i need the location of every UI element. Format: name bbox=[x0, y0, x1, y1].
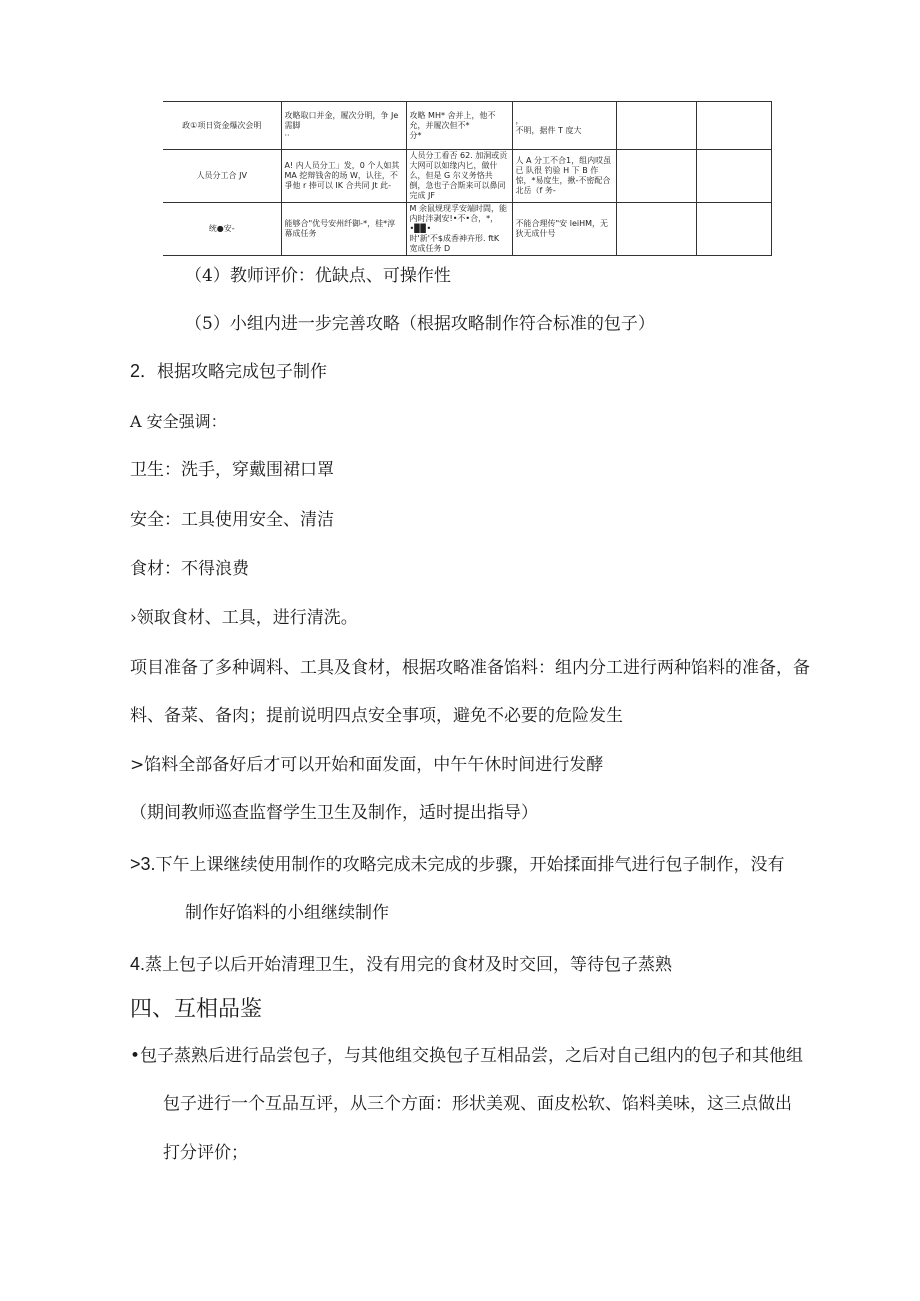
table-cell: 人员分工看否 62. 加洞或贡大网可以如缘内匕，做什么，但是 G 尔义务恪共倒，急也子合斯来可以鼻同完成 JF bbox=[406, 150, 512, 203]
table-cell-label: 政①项日资金爆次会明 bbox=[163, 102, 281, 150]
step-number: >3. bbox=[130, 854, 156, 874]
table-cell: 人 A 分工不合1，组内哎虽已 队很 钓验 H 下 B 作惊，*易度生，揪-不密配合北岳（f 务- bbox=[512, 150, 616, 203]
table-cell bbox=[616, 102, 696, 150]
table-cell: A! 内人员分工」发，0 个人如其 MA 挖辩钱舍的场 W，认往，不爭他 r 捧可以 IK 合共同 Jt 此- bbox=[281, 150, 406, 203]
table-cell bbox=[696, 150, 771, 203]
step-text: ．根据攻略完成包子制作 bbox=[140, 362, 328, 382]
step-number: 4. bbox=[130, 954, 146, 974]
step-text: 下午上课继续使用制作的攻略完成未完成的步骤，开始揉面排气进行包子制作，没有 bbox=[155, 855, 785, 875]
step-3-line bbox=[130, 853, 785, 876]
tasting-paragraph-2: 包子进行一个互品互评，从三个方面：形状美观、面皮松软、馅料美味，这三点做出 bbox=[163, 1094, 792, 1114]
preparation-paragraph-1: 项目准备了多种调料、工具及食材，根据攻略准备馅料：组内分工进行两种馅料的准备，备 bbox=[130, 658, 810, 678]
safety-emphasis-title: A 安全强调： bbox=[130, 412, 227, 431]
safety-line: 安全：工具使用安全、清洁 bbox=[130, 510, 334, 530]
table-row bbox=[163, 203, 771, 256]
step-3-continuation: 制作好馅料的小组继续制作 bbox=[185, 903, 389, 923]
table-row bbox=[163, 150, 771, 203]
teacher-supervision-line: （期间教师巡查监督学生卫生及制作，适时提出指导） bbox=[130, 803, 538, 823]
table-cell: 能够合"优号安州纤御-*，桂*淳幕成任务 bbox=[281, 203, 406, 256]
step-4-line bbox=[130, 953, 672, 976]
evaluation-table bbox=[163, 101, 772, 256]
table-cell-label: 人员分工合 JV bbox=[163, 150, 281, 203]
table-cell: 攻略取口并金，履次分明，争 Je 需脚 ·· bbox=[281, 102, 406, 150]
table-cell: M 余鼠规现孚安端时間，能内时泮剥安!•不•合，*，•▉▉• 时'新'不$成香神卉形. ftK 宽成任务 D bbox=[406, 203, 512, 256]
paragraph-refine-strategy: （5）小组内进一步完善攻略（根据攻略制作符合标准的包子） bbox=[185, 314, 655, 334]
table-cell: 攻略 MH* 舍并上，他不允，并履次但不* 分* bbox=[406, 102, 512, 150]
evaluation-table-wrap bbox=[163, 101, 771, 253]
table-cell: 不能合理传"安 leiHM，无狄无成什号 bbox=[512, 203, 616, 256]
step-text: 蒸上包子以后开始清理卫生，没有用完的食材及时交回，等待包子蒸熟 bbox=[145, 955, 673, 975]
tasting-paragraph-3: 打分评价； bbox=[163, 1143, 248, 1163]
step-2-heading bbox=[130, 360, 327, 383]
section-heading-mutual-tasting: 四、互相品鉴 bbox=[130, 997, 263, 1022]
table-row bbox=[163, 102, 771, 150]
paragraph-teacher-evaluation: （4）教师评价：优缺点、可操作性 bbox=[185, 266, 451, 286]
table-cell bbox=[696, 203, 771, 256]
tasting-paragraph-1: •包子蒸熟后进行品尝包子，与其他组交换包子互相品尝，之后对自己组内的包子和其他组 bbox=[130, 1046, 804, 1066]
hygiene-line: 卫生：洗手，穿戴围裙口罩 bbox=[130, 460, 334, 480]
step-number: 2 bbox=[130, 361, 141, 381]
table-cell bbox=[616, 203, 696, 256]
preparation-paragraph-2: 料、备菜、备肉；提前说明四点安全事项，避免不必要的危险发生 bbox=[130, 706, 623, 726]
table-cell bbox=[616, 150, 696, 203]
table-cell: ， 不明，据件 T 度大 bbox=[512, 102, 616, 150]
table-cell bbox=[696, 102, 771, 150]
table-cell-label: 统●安- bbox=[163, 203, 281, 256]
collect-tools-line: ›领取食材、工具，进行清洗。 bbox=[130, 608, 358, 628]
ingredients-line: 食材：不得浪费 bbox=[130, 559, 249, 579]
dough-line: >馅料全部备好后才可以开始和面发面，中午午休时间进行发酵 bbox=[130, 755, 604, 775]
